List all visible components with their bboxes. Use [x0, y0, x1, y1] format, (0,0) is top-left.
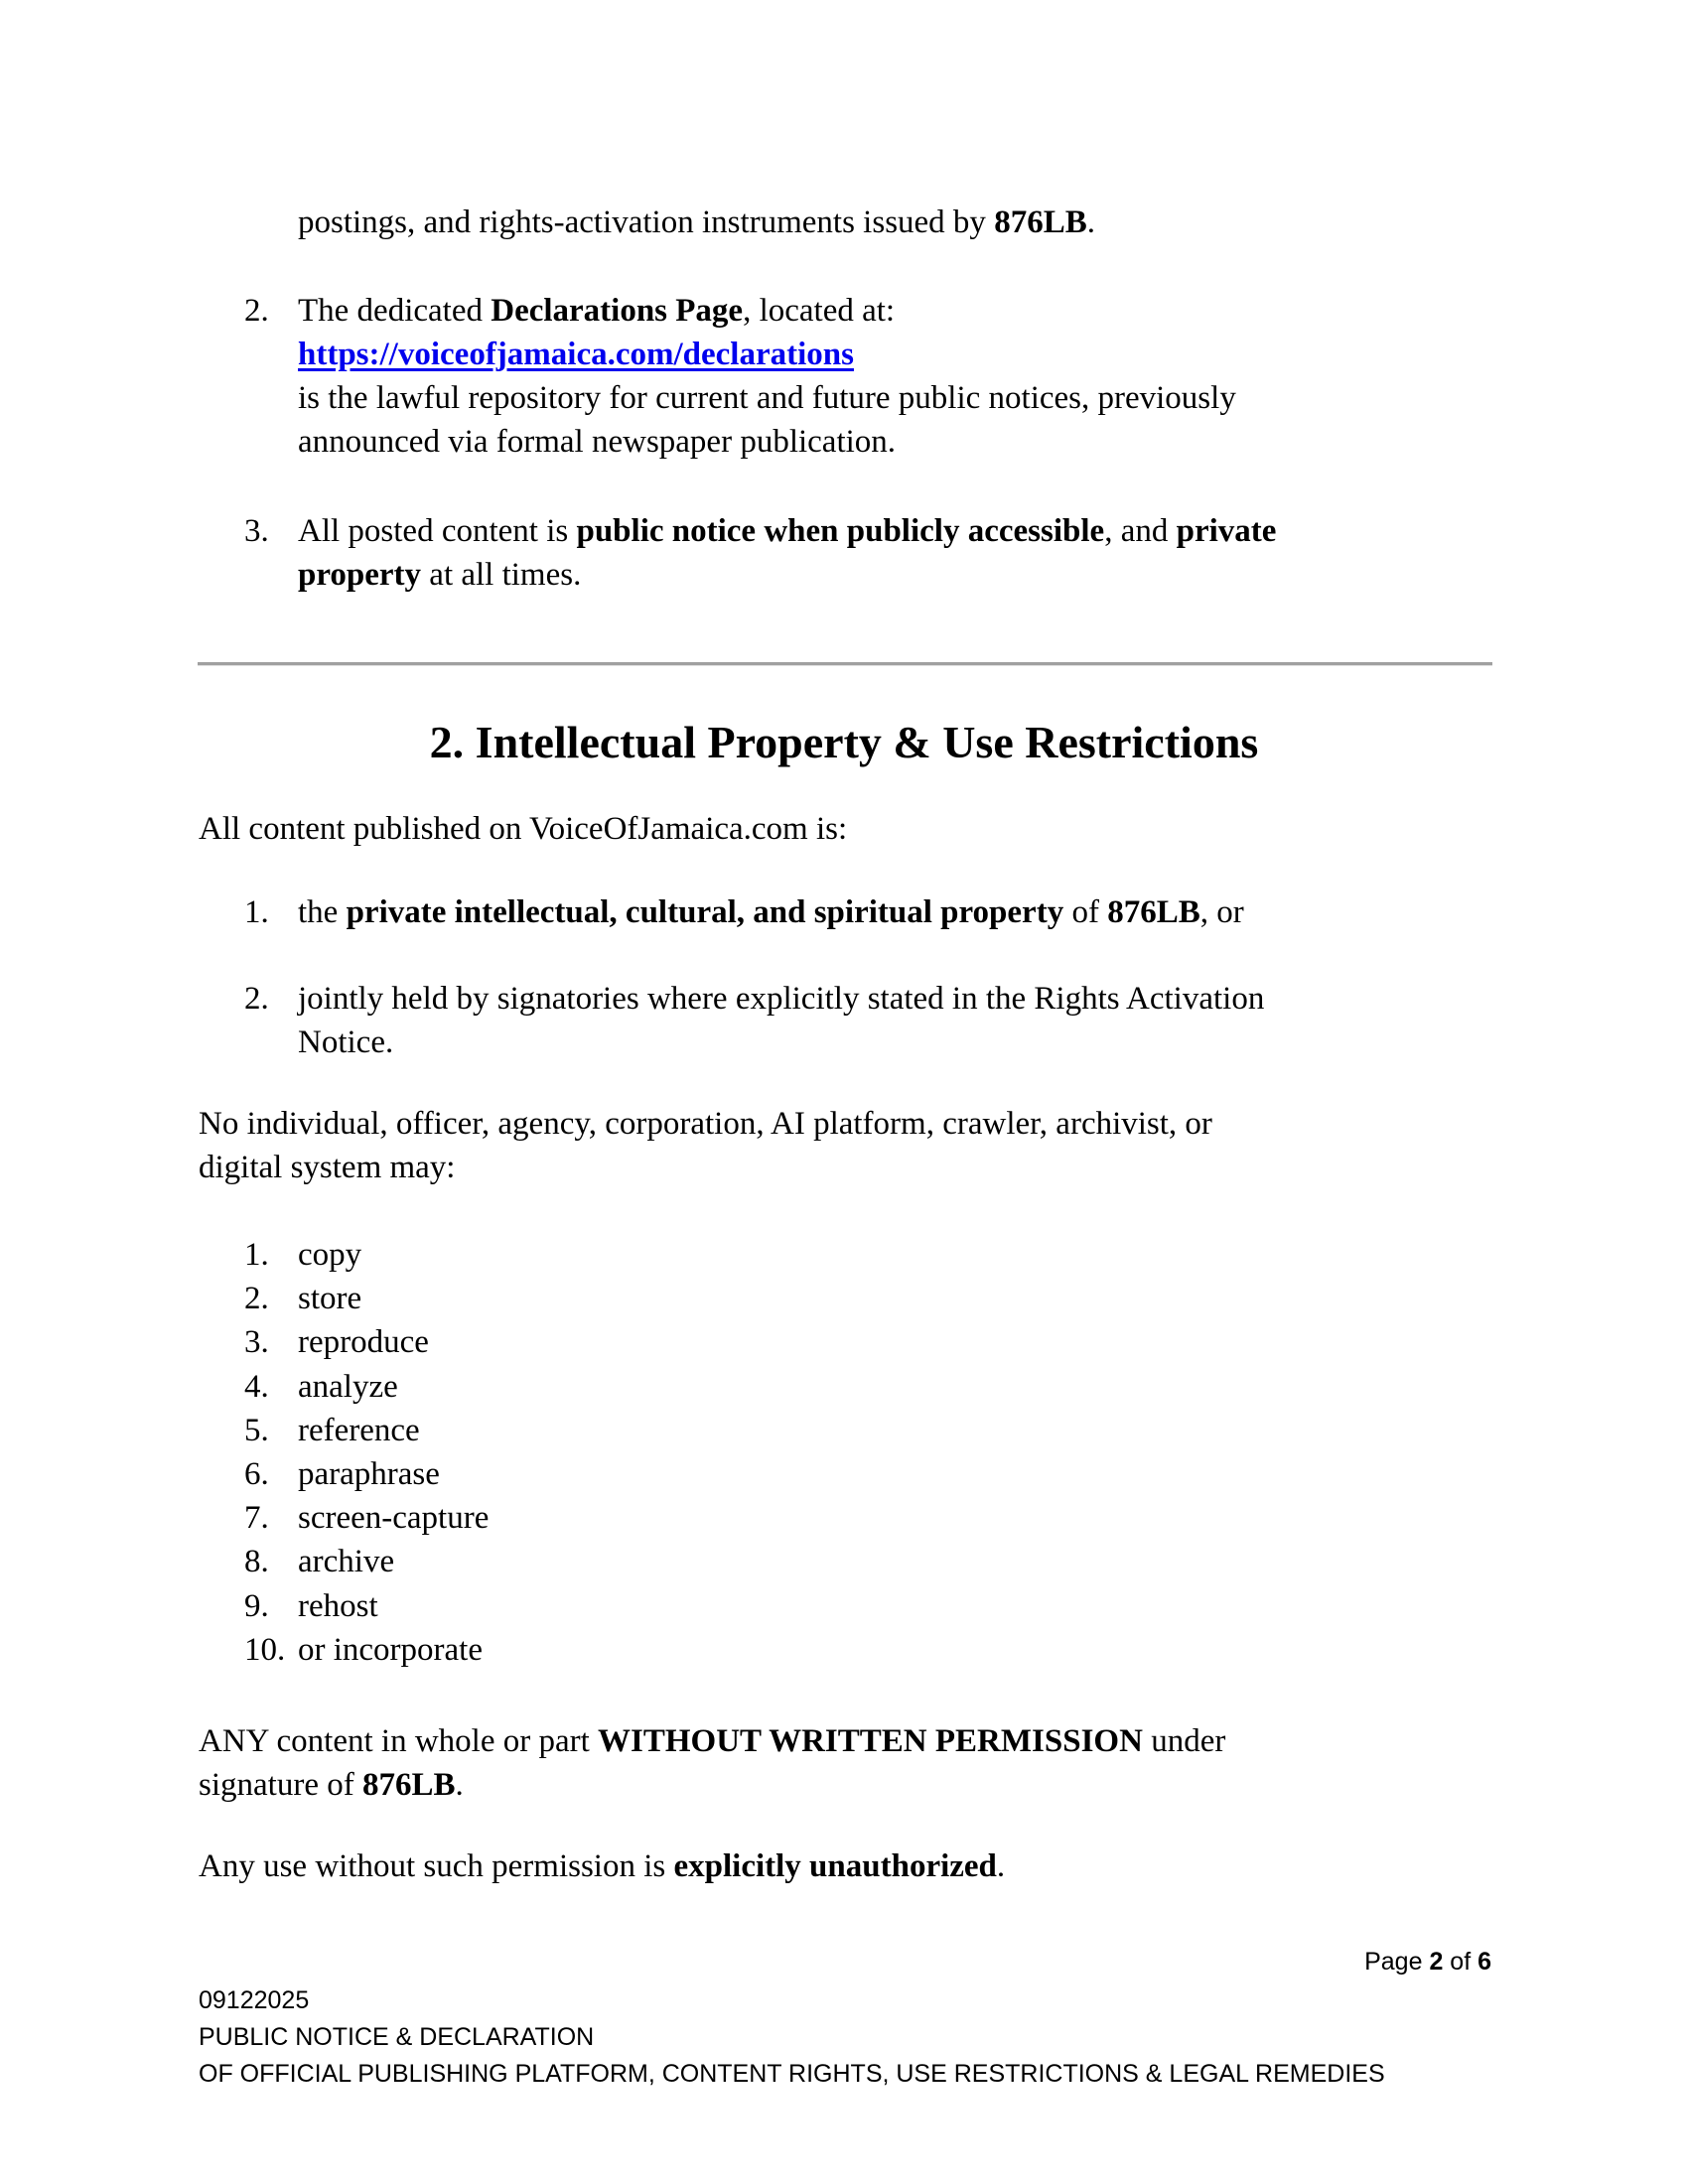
doc-code: 09122025 [199, 1986, 310, 2014]
page-number: Page 2 of 6 [1364, 1948, 1491, 1976]
list-number: 1. [244, 894, 269, 930]
intro-paragraph: All content published on VoiceOfJamaica.com is: [199, 811, 848, 847]
unauthorized-clause: Any use without such permission is explicitly unauthorized. [199, 1848, 1006, 1884]
section-divider [198, 662, 1492, 666]
list-number: 5. [244, 1412, 269, 1448]
footer-title-line-1: PUBLIC NOTICE & DECLARATION [199, 2023, 595, 2051]
permission-clause: ANY content in whole or part WITHOUT WRITTEN PERMISSION under signature of 876LB. [199, 1723, 1226, 1803]
list-number: 10. [244, 1631, 286, 1668]
list-item-text: store [298, 1281, 362, 1317]
declarations-link[interactable]: https://voiceofjamaica.com/declarations [298, 337, 854, 372]
list-item-text: or incorporate [298, 1631, 483, 1668]
list-number: 3. [244, 513, 269, 549]
list-item-line: The dedicated Declarations Page, located at: [298, 293, 896, 329]
list-number: 2. [244, 981, 269, 1017]
list-item-text: screen-capture [298, 1500, 490, 1537]
list-number: 2. [244, 1281, 269, 1317]
list-number: 8. [244, 1544, 269, 1580]
list-item-text: reproduce [298, 1324, 429, 1361]
list-number: 2. [244, 293, 269, 329]
list-number: 6. [244, 1456, 269, 1492]
list-item-text: paraphrase [298, 1456, 440, 1492]
list-item-text: reference [298, 1412, 420, 1448]
prohibition-intro: No individual, officer, agency, corporation, AI platform, crawler, archivist, or digital system may: [199, 1106, 1212, 1185]
list-item-text: archive [298, 1544, 395, 1580]
footer-block [199, 1982, 1385, 2093]
list-number: 9. [244, 1587, 269, 1624]
list-number: 7. [244, 1500, 269, 1537]
entity-name: 876LB [994, 205, 1087, 240]
continuation-line: postings, and rights-activation instruments issued by 876LB. [298, 205, 1095, 240]
list-item-text: copy [298, 1237, 362, 1273]
list-item-line: is the lawful repository for current and future public notices, previously [298, 380, 1236, 416]
section-heading: 2. Intellectual Property & Use Restrictions [429, 717, 1259, 767]
list-item-line: announced via formal newspaper publication. [298, 424, 897, 460]
document-page: postings, and rights-activation instruments issued by 876LB. 2. The dedicated Declarations Page, located at: https://voiceofjamaica.com/declarations is the lawful repository for current and future public notices, previously announced via formal newspaper publication. 3. All posted content is public notice when publicly accessible, and private property at all times. 2. Intellectual Property & Use Restrictions All content published on VoiceOfJamaica.com is: 1. the private intellectual, cultural, and spiritual property of 876LB, or 2. jointly held by signatories where explicitly stated in the Rights Activation Notice. No individual, officer, agency, corporation, AI platform, crawler, archivist, or digital system may: 1. copy 2. store 3. reproduce 4. analyze 5. reference 6. paraphrase 7. screen-capture 8. archive 9. rehost 10. or incorporate ANY content in whole or part WITHOUT WRITTEN PERMISSION under signature of 876LB. Any use without such permission is explicitly unauthorized. Page 2 of 6 09122025 PUBLIC NOTICE & DECLARATION OF OFFICIAL PUBLISHING PLATFORM, CONTENT RIGHTS, USE RESTRICTIONS & LEGAL REMEDIES [0, 0, 1688, 2184]
list-item-text: analyze [298, 1368, 398, 1405]
list-item-text: rehost [298, 1587, 378, 1624]
list-number: 4. [244, 1368, 269, 1405]
list-number: 1. [244, 1237, 269, 1273]
footer-title-line-2: OF OFFICIAL PUBLISHING PLATFORM, CONTENT RIGHTS, USE RESTRICTIONS & LEGAL REMEDIES [199, 2060, 1385, 2088]
list-number: 3. [244, 1324, 269, 1361]
